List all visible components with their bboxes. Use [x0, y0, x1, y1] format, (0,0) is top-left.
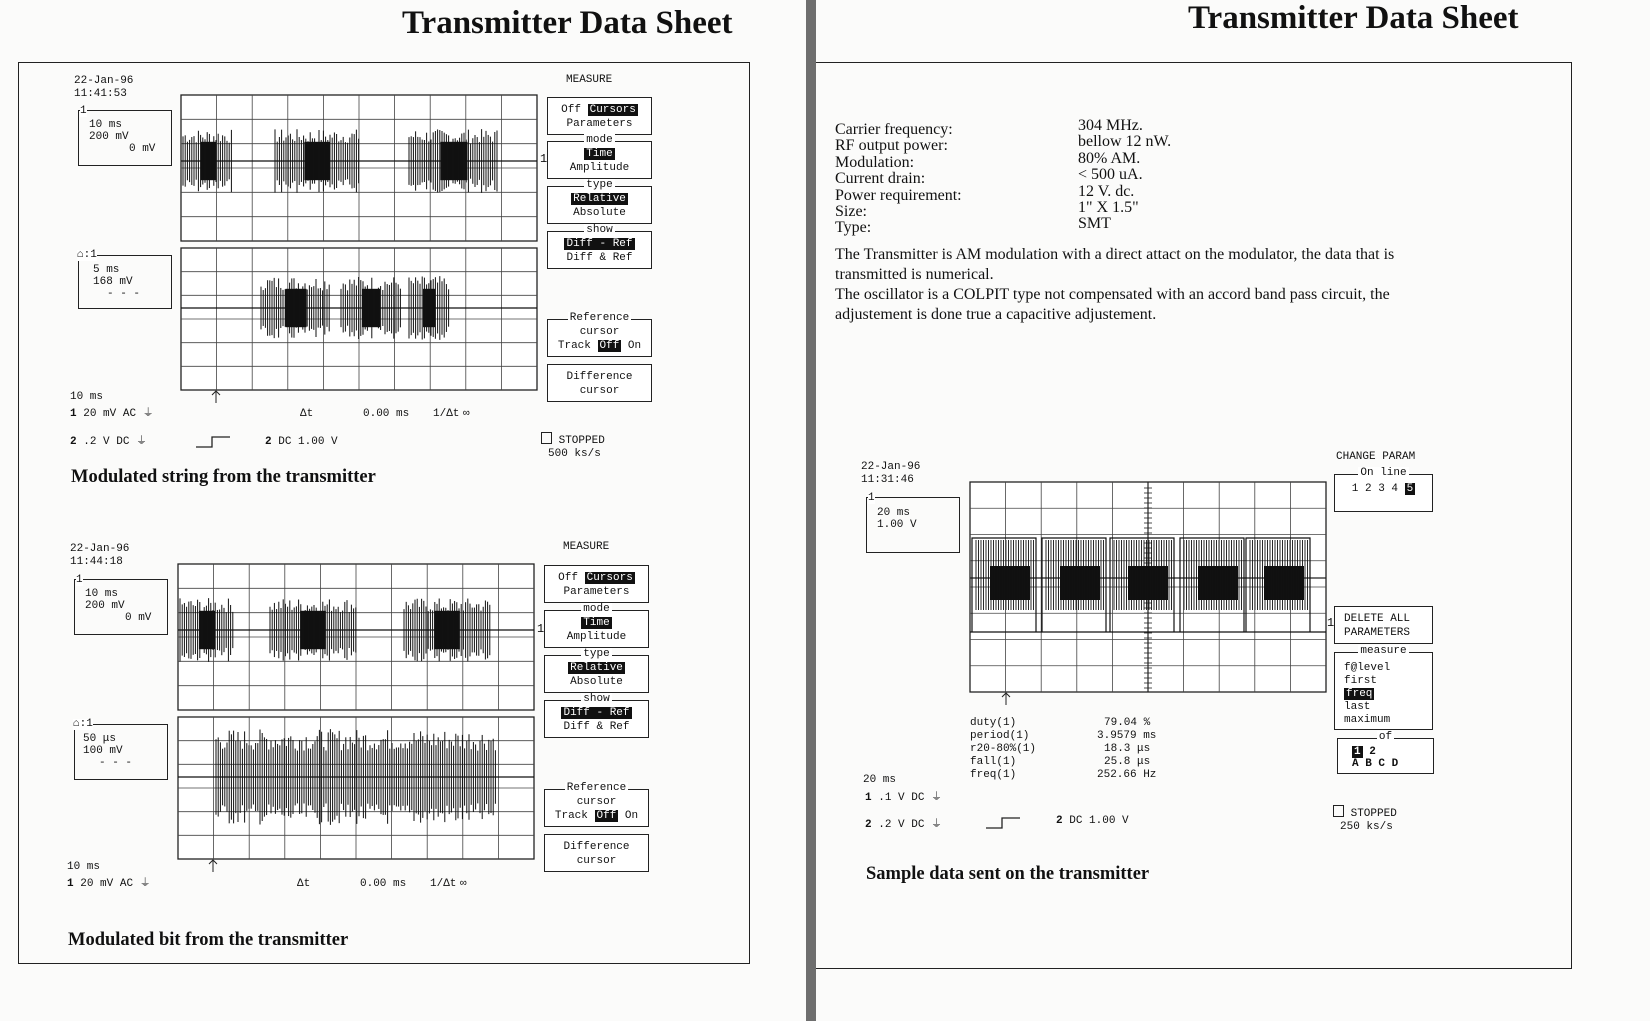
menu-option-track: Track: [557, 340, 591, 352]
menu-tag-type: type: [586, 179, 613, 191]
capture2-zoom-offset: - - -: [99, 757, 133, 769]
capture3-ch1-volts: 1.00 V: [877, 519, 917, 531]
capture2-zoom-number: 1: [86, 718, 93, 730]
capture2-zoom-box: ⌂:1 50 μs 100 mV - - -: [74, 724, 168, 780]
capture1-caption: Modulated string from the transmitter: [71, 467, 376, 487]
of-item: 2: [1369, 746, 1376, 758]
spec-values: [1078, 118, 1171, 233]
online-item: 1: [1351, 483, 1359, 495]
spec-value: 80% AM.: [1078, 149, 1141, 167]
capture3-ch2-coupling: DC: [911, 819, 925, 831]
left-page-title: Transmitter Data Sheet: [402, 5, 733, 41]
description-line-1: The Transmitter is AM modulation with a direct attact on the modulator, the data that is transmitted is numerical.: [835, 246, 1395, 283]
capture1-inverse-delta: 1/Δt: [433, 408, 460, 420]
menu-option-cursors-selected: Cursors: [589, 104, 636, 116]
menu-option-relative-selected: Relative: [570, 662, 623, 674]
menu-option-parameters: Parameters: [563, 586, 630, 598]
menu-option-off-selected: Off: [596, 810, 617, 822]
capture1-trigger-text: DC 1.00 V: [278, 436, 338, 448]
capture3-trigger-text: DC 1.00 V: [1069, 815, 1129, 827]
spec-value: 1" X 1.5": [1078, 199, 1139, 217]
rising-edge-icon: [196, 435, 232, 449]
capture1-channel1-box: [78, 105, 172, 166]
capture3-ch1-coupling: DC: [911, 792, 925, 804]
lock-icon: ⌂: [73, 718, 80, 730]
menu-reference-cursor-label: cursor: [579, 326, 620, 338]
capture2-caption: Modulated bit from the transmitter: [68, 930, 349, 950]
capture1-ch2-coupling: DC: [116, 436, 130, 448]
spec-label: Power requirement:: [835, 186, 962, 204]
capture2-menu-header: MEASURE: [563, 541, 610, 553]
menu-option-off-selected: Off: [599, 340, 620, 352]
of-trace-items: A B C D: [1352, 758, 1399, 770]
capture1-main-waveform: [181, 95, 537, 241]
menu-option-track: Track: [554, 810, 588, 822]
capture3-waveform: [970, 482, 1326, 692]
capture2-delta-t: Δt: [297, 878, 311, 890]
waveform-dense-block: [434, 611, 460, 649]
capture1-trigger-num: 2: [265, 436, 272, 448]
lock-icon: ⌂: [77, 249, 84, 261]
capture1-ch2-num: 2: [70, 436, 77, 448]
capture2-ch1-number: 1: [76, 574, 83, 586]
param-value: 3.9579 ms: [1097, 730, 1157, 742]
menu-option-time-selected: Time: [586, 148, 613, 160]
capture3-measure-list[interactable]: [1334, 645, 1433, 730]
capture2-ch1-offset: 0 mV: [125, 612, 152, 624]
ground-icon: ⏚: [136, 436, 148, 448]
capture1-date: 22-Jan-96: [74, 75, 134, 87]
online-item: 2: [1364, 483, 1372, 495]
capture1-mode-button[interactable]: [547, 134, 652, 179]
menu-option-off: Off: [561, 104, 581, 116]
capture3-ch2-line-volts: .2 V: [878, 819, 905, 831]
menu-tag-mode: mode: [586, 134, 613, 146]
of-item-selected: 1: [1354, 746, 1361, 758]
spec-label: Modulation:: [835, 153, 915, 171]
capture1-type-button[interactable]: [547, 179, 652, 224]
menu-option-diff-ref-selected: Diff - Ref: [566, 238, 633, 250]
stopped-icon: [1333, 805, 1344, 817]
capture2-cursors-button[interactable]: [544, 565, 649, 603]
capture1-ch1-number: 1: [80, 105, 87, 117]
menu-difference-cursor-label: cursor: [576, 855, 617, 867]
ground-icon: ⏚: [931, 792, 943, 804]
capture2-ch1-num: 1: [67, 878, 74, 890]
online-item: 4: [1391, 483, 1399, 495]
capture2-infinity: ∞: [460, 878, 467, 890]
capture1-zoom-box: ⌂:1 5 ms 168 mV - - -: [78, 255, 172, 309]
capture2-zoom-waveform: [178, 717, 534, 859]
capture1-show-button[interactable]: [547, 224, 652, 269]
capture2-ch1-line-volts: 20 mV: [80, 878, 114, 890]
capture1-ch1-offset: 0 mV: [129, 143, 156, 155]
capture1-difference-cursor-button[interactable]: [547, 364, 652, 402]
menu-option-absolute: Absolute: [573, 207, 626, 219]
capture1-ch1-volts: 200 mV: [89, 131, 129, 143]
capture2-time: 11:44:18: [70, 556, 123, 568]
menu-difference-label: Difference: [563, 841, 630, 853]
spec-value: < 500 uA.: [1078, 166, 1143, 184]
spec-label: Current drain:: [835, 170, 926, 188]
capture1-zoom-number: 1: [90, 249, 97, 261]
ground-icon: ⏚: [142, 408, 154, 420]
online-item-selected: 5: [1406, 483, 1414, 495]
menu-option-time-selected: Time: [583, 617, 610, 629]
menu-tag-reference: Reference: [569, 312, 630, 324]
capture3-date: 22-Jan-96: [861, 461, 921, 473]
capture3-time: 11:31:46: [861, 474, 914, 486]
capture3-online-button[interactable]: [1334, 467, 1433, 512]
menu-option-cursors-selected: Cursors: [586, 572, 633, 584]
menu-option-relative-selected: Relative: [573, 193, 626, 205]
capture1-infinity: ∞: [463, 408, 470, 420]
capture1-delta-value: 0.00 ms: [363, 408, 410, 420]
menu-option-diff-and-ref: Diff & Ref: [566, 252, 633, 264]
spec-value: 304 MHz.: [1078, 117, 1143, 134]
description-line-2: The oscillator is a COLPIT type not compensated with an accord band pass circuit, the adjustement is done true a capacitive adjustement.: [835, 286, 1390, 323]
capture1-delta-t: Δt: [300, 408, 314, 420]
capture3-of-button[interactable]: [1337, 731, 1434, 774]
capture1-trigger-arrow-icon: [211, 390, 221, 404]
capture3-ch1-line-volts: .1 V: [878, 792, 905, 804]
menu-tag-show: show: [586, 224, 613, 236]
param-name: freq(1): [970, 769, 1017, 781]
capture2-mode-button[interactable]: [544, 603, 649, 648]
capture3-ch1-number: 1: [868, 492, 875, 504]
capture2-channel1-box: [74, 574, 168, 635]
menu-option-diff-ref-selected: Diff - Ref: [563, 707, 630, 719]
param-value: 252.66 Hz: [1097, 769, 1157, 781]
capture1-time: 11:41:53: [74, 88, 127, 100]
capture2-ch1-coupling: AC: [119, 878, 134, 890]
waveform-dense-block: [300, 611, 326, 649]
capture2-type-button[interactable]: [544, 648, 649, 693]
capture1-zoom-waveform: [181, 248, 537, 390]
measure-item[interactable]: last: [1344, 701, 1371, 713]
capture3-channel1-box: [866, 492, 960, 553]
measure-item[interactable]: first: [1344, 675, 1378, 687]
measure-item[interactable]: f@level: [1344, 662, 1391, 674]
capture3-menu-header: CHANGE PARAM: [1336, 451, 1416, 463]
capture3-rate: 250 ks/s: [1340, 821, 1393, 833]
capture3-delete-all-button[interactable]: [1334, 606, 1433, 644]
capture1-reference-cursor-button[interactable]: [547, 312, 652, 357]
capture3-trace-marker: 1: [1327, 616, 1335, 630]
menu-option-off: Off: [558, 572, 578, 584]
capture2-zoom-volts: 100 mV: [83, 745, 123, 757]
param-name: r20-80%(1): [970, 743, 1037, 755]
page-gutter: [806, 0, 816, 1021]
stopped-icon: [541, 432, 552, 444]
menu-tag-reference: Reference: [566, 782, 627, 794]
measure-item[interactable]: maximum: [1344, 714, 1391, 726]
capture2-ch1-timebase: 10 ms: [85, 588, 119, 600]
capture1-ch1-timebase: 10 ms: [89, 119, 123, 131]
menu-tag-show: show: [583, 693, 610, 705]
menu-option-diff-and-ref: Diff & Ref: [563, 721, 630, 733]
param-value: 18.3 μs: [1104, 743, 1151, 755]
capture2-zoom-timebase: 50 μs: [83, 733, 117, 745]
ground-icon: ⏚: [931, 819, 943, 831]
menu-option-amplitude: Amplitude: [566, 631, 627, 643]
capture2-trigger-arrow-icon: [208, 859, 218, 873]
capture1-zoom-offset: - - -: [107, 288, 141, 300]
online-item: 3: [1378, 483, 1385, 495]
spec-value: SMT: [1078, 215, 1111, 233]
capture1-zoom-timebase: 5 ms: [93, 264, 120, 276]
param-name: duty(1): [970, 717, 1017, 729]
capture2-inverse-delta: 1/Δt: [430, 878, 457, 890]
capture2-difference-cursor-button[interactable]: [544, 834, 649, 872]
capture2-show-button[interactable]: [544, 693, 649, 738]
parameters-label: PARAMETERS: [1344, 627, 1411, 639]
menu-option-amplitude: Amplitude: [569, 162, 630, 174]
capture3-status: STOPPED: [1350, 808, 1397, 820]
menu-option-on: On: [624, 810, 639, 822]
menu-tag-mode: mode: [583, 603, 610, 615]
menu-option-parameters: Parameters: [566, 118, 633, 130]
spec-value: 12 V. dc.: [1078, 182, 1135, 200]
capture2-timebase-footer: 10 ms: [67, 861, 101, 873]
param-value: 79.04 %: [1104, 717, 1151, 729]
capture1-timebase-footer: 10 ms: [70, 391, 104, 403]
spec-label: RF output power:: [835, 137, 948, 155]
capture3-trigger-arrow-icon: [1001, 692, 1011, 706]
capture1-ch1-line-volts: 20 mV: [83, 408, 117, 420]
capture1-rate: 500 ks/s: [548, 448, 601, 460]
measure-item-selected[interactable]: freq: [1346, 688, 1373, 700]
capture1-menu-header: MEASURE: [566, 74, 613, 86]
capture3-trigger-num: 2: [1056, 815, 1063, 827]
spec-value: bellow 12 nW.: [1078, 133, 1172, 151]
ground-icon: ⏚: [139, 878, 151, 890]
right-page: [816, 0, 1650, 1021]
menu-tag-measure: measure: [1360, 645, 1407, 657]
menu-difference-cursor-label: cursor: [579, 385, 620, 397]
capture1-status: STOPPED: [558, 435, 605, 447]
menu-option-absolute: Absolute: [570, 676, 623, 688]
spec-label: Size:: [835, 203, 867, 221]
capture1-ch1-coupling: AC: [122, 408, 137, 420]
capture3-ch1-timebase: 20 ms: [877, 507, 911, 519]
spec-label: Type:: [835, 219, 872, 237]
menu-tag-type: type: [583, 648, 610, 660]
param-name: period(1): [970, 730, 1030, 742]
capture2-date: 22-Jan-96: [70, 543, 130, 555]
menu-difference-label: Difference: [566, 371, 633, 383]
capture2-delta-value: 0.00 ms: [360, 878, 407, 890]
capture2-main-waveform: [178, 564, 534, 710]
spec-label: Carrier frequency:: [835, 121, 953, 138]
menu-reference-cursor-label: cursor: [576, 796, 617, 808]
capture3-parameter-table: [970, 718, 1170, 783]
rising-edge-icon: [986, 816, 1022, 830]
capture3-timebase-footer: 20 ms: [863, 774, 897, 786]
capture2-ch1-volts: 200 mV: [85, 600, 125, 612]
param-value: 25.8 μs: [1104, 756, 1151, 768]
capture1-cursors-button[interactable]: [547, 97, 652, 135]
capture1-ch1-num: 1: [70, 408, 77, 420]
capture3-ch2-num: 2: [865, 819, 872, 831]
param-name: fall(1): [970, 756, 1017, 768]
menu-tag-of: of: [1378, 731, 1393, 743]
capture1-zoom-volts: 168 mV: [93, 276, 133, 288]
spec-labels: [835, 122, 962, 237]
menu-option-on: On: [627, 340, 642, 352]
param-row: [970, 770, 1170, 783]
delete-all-label: DELETE ALL: [1344, 613, 1411, 625]
capture3-ch1-num: 1: [865, 792, 872, 804]
description-paragraph: [835, 245, 1425, 325]
menu-tag-on-line: On line: [1360, 467, 1407, 479]
left-page: [0, 0, 812, 1021]
capture2-reference-cursor-button[interactable]: [544, 782, 649, 827]
capture1-trace-marker: 1: [540, 152, 548, 166]
right-page-title: Transmitter Data Sheet: [1188, 0, 1519, 36]
capture2-trace-marker: 1: [537, 622, 545, 636]
capture1-ch2-line-volts: .2 V: [83, 436, 110, 448]
capture3-caption: Sample data sent on the transmitter: [866, 864, 1150, 884]
